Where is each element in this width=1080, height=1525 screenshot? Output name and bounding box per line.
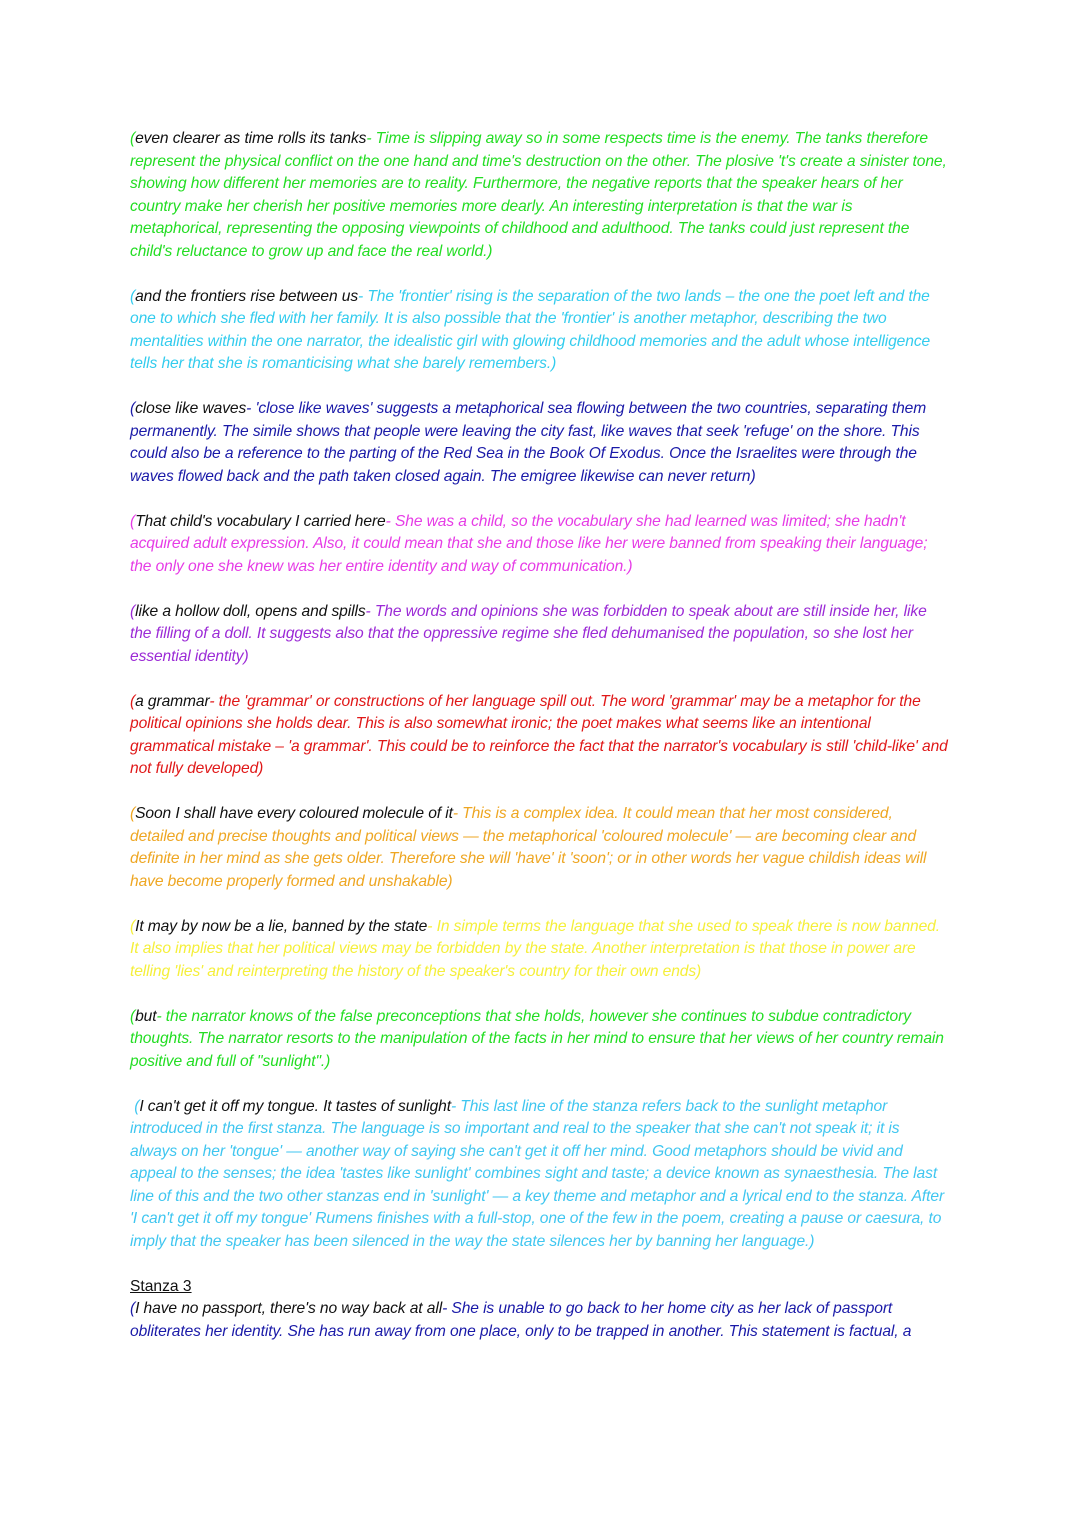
paragraph-10 [130,1096,948,1254]
paragraph-4 [130,511,948,579]
open-paren: ( [130,130,136,147]
quote-text: It may by now be a lie, banned by the state [135,917,428,935]
dash: - [452,805,458,822]
quote-text: and the frontiers rise between us [135,287,359,305]
analysis-text: She was a child, so the vocabulary she had learned was limited; she hadn't acquired adult expression. Also, it could mean that she and those like her were banned from speaking their language; the only one she knew was her entire identity and way of communication.) [130,512,928,575]
analysis-text: The 'frontier' rising is the separation of the two lands – the one the poet left and the one to which she fled with her family. It is also possible that the 'frontier' is another metaphor, describing the two mentalities within the one narrator, the idealistic girl with glowing childhood memories and the adult whose intelligence tells her that she is romanticising what she barely remembers.) [130,287,931,372]
dash: - [450,1097,457,1115]
quote-text: like a hollow doll, opens and spills [135,602,366,620]
paragraph-1 [130,128,948,263]
quote-text: close like waves [135,400,247,417]
open-paren: ( [130,1007,136,1025]
quote-text: Soon I shall have every coloured molecule of it [135,805,453,822]
analysis-text: In simple terms the language that she used to speak there is now banned. It also implies that her political views may be forbidden by the state. Another interpretation is that those in power are telling 'lies' and reinterpreting the history of the speaker's country for their own ends) [130,917,940,980]
quote-text: even clearer as time rolls its tanks [135,130,367,147]
dash: - [427,917,433,935]
paragraph-8 [130,916,948,984]
paragraph-3 [130,398,948,488]
paragraph-5 [130,601,948,669]
quote-text: a grammar [135,692,210,710]
quote-text: but [135,1007,157,1025]
dash: - [358,287,364,305]
open-paren: ( [130,805,136,822]
paragraph-9 [130,1006,948,1074]
paragraph-2 [130,286,948,376]
open-paren: ( [130,1300,136,1317]
paragraph-11 [130,1298,948,1343]
open-paren: ( [130,1097,140,1115]
paragraph-6 [130,691,948,781]
analysis-text: Time is slipping away so in some respects time is the enemy. The tanks therefore represent the physical conflict on the one hand and time's destruction on the other. The plosive 't's create a sinister tone, showing how different her memories are to reality. Furthermore, the negative reports that the speaker hears of her country make her cherish her positive memories more dearly. An interesting interpretation is that the war is metaphorical, representing the opposing viewpoints of childhood and adulthood. The tanks could just represent the child's reluctance to grow up and face the real world.) [130,130,947,260]
dash: - [385,512,391,530]
analysis-text: the narrator knows of the false preconceptions that she holds, however she continues to subdue contradictory thoughts. The narrator resorts to the manipulation of the facts in her mind to ensure that her views of her country remain positive and full of "sunlight".) [130,1007,944,1070]
analysis-text: This last line of the stanza refers back to the sunlight metaphor introduced in the first stanza. The language is so important and real to the speaker that she can't not speak it; it is always on her 'tongue' — another way of saying she can't get it off her mind. Good metaphors should be vivid and appeal to the senses; the idea 'tastes like sunlight' combines sight and taste; a device known as synaesthesia. The last line of this and the two other stanzas end in 'sunlight' — a key theme and metaphor and a lyrical end to the stanza. After 'I can't get it off my tongue' Rumens finishes with a full-stop, one of the few in the poem, creating a pause or caesura, to imply that the speaker has been silenced in the way the state silences her by banning her language.) [130,1097,945,1250]
analysis-text: The words and opinions she was forbidden to speak about are still inside her, like the filling of a doll. It suggests also that the oppressive regime she fled dehumanised the population, so she lost her essential identity) [130,602,927,665]
stanza-heading: Stanza 3 [130,1277,192,1295]
quote-text: I can't get it off my tongue. It tastes of sunlight [139,1097,451,1115]
analysis-text: She is unable to go back to her home city as her lack of passport obliterates her identity. She has run away from one place, only to be trapped in another. This statement is factual, a [130,1300,912,1340]
open-paren: ( [130,917,136,935]
open-paren: ( [130,287,136,305]
dash: - [365,602,371,620]
dash: - [209,692,215,710]
open-paren: ( [130,400,136,417]
quote-text: I have no passport, there's no way back at all [135,1300,443,1317]
document-page [130,128,948,1366]
paragraph-7 [130,803,948,893]
dash: - [246,400,252,417]
open-paren: ( [130,692,136,710]
open-paren: ( [130,512,136,530]
dash: - [442,1300,448,1317]
dash: - [156,1007,162,1025]
analysis-text: This is a complex idea. It could mean that her most considered, detailed and precise thoughts and political views — the metaphorical 'coloured molecule' — are becoming clear and definite in her mind as she gets older. Therefore she will 'have' it 'soon'; or in other words her vague childish ideas will have become properly formed and unshakable) [130,805,927,890]
analysis-text: the 'grammar' or constructions of her language spill out. The word 'grammar' may be a metaphor for the political opinions she holds dear. This is also somewhat ironic; the poet makes what seems like an intentional grammatical mistake – 'a grammar'. This could be to reinforce the fact that the narrator's vocabulary is still 'child-like' and not fully developed) [130,692,948,777]
quote-text: That child's vocabulary I carried here [135,512,386,530]
dash: - [366,130,372,147]
analysis-text: 'close like waves' suggests a metaphorical sea flowing between the two countries, separating them permanently. The simile shows that people were leaving the city fast, like waves that seek 'refuge' on the shore. This could also be a reference to the parting of the Red Sea in the Book Of Exodus. Once the Israelites were through the waves flowed back and the path taken closed again. The emigree likewise can never return) [130,400,927,485]
open-paren: ( [130,602,136,620]
